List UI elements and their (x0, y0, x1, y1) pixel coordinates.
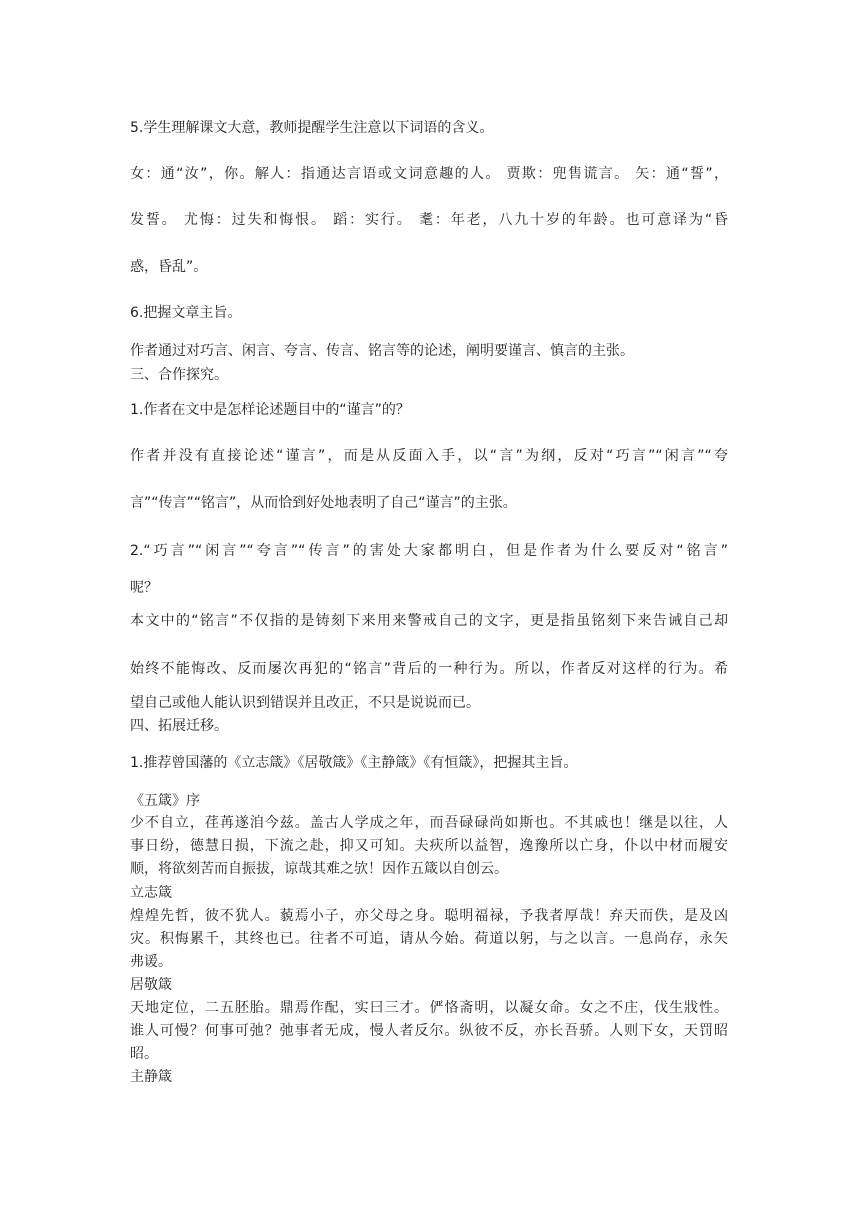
text-line: 少不自立，荏苒遂洎今兹。盖古人学成之年，而吾碌碌尚如斯也。不其戚也！继是以往，人 (130, 815, 728, 831)
text-line: 灾。积悔累千，其终也已。往者不可追，请从今始。荷道以躬，与之以言。一息尚存，永矢 (130, 931, 728, 947)
text-line: 昭。 (130, 1046, 158, 1062)
text-line: 惑，昏乱”。 (130, 259, 208, 275)
text-line: 言”“传言”“铭言”，从而恰到好处地表明了自己“谨言”的主张。 (130, 495, 517, 511)
essay-title: 立志箴 (130, 885, 172, 901)
text-line: 事日纷，德慧日损，下流之赴，抑又可知。夫疢所以益智，逸豫所以亡身，仆以中材而履安 (130, 838, 728, 854)
text-line: 发誓。 尤悔：过失和悔恨。 蹈：实行。 耄：年老，八九十岁的年龄。也可意译为“昏 (130, 212, 728, 228)
text-line: 谁人可慢？何事可弛？弛事者无成，慢人者反尔。纵彼不反，亦长吾骄。人则下女，天罚昭 (130, 1023, 728, 1039)
section-heading: 四、拓展迁移。 (130, 718, 228, 734)
text-line: 女：通“汝”，你。解人：指通达言语或文词意趣的人。 贾欺：兜售谎言。 矢：通“誓”， (130, 166, 728, 182)
text-line: 呢？ (130, 580, 158, 596)
text-line: 作者并没有直接论述“谨言”，而是从反面入手，以“言”为纲，反对“巧言”“闲言”“夸 (130, 448, 728, 464)
essay-title: 《五箴》序 (130, 793, 200, 809)
text-line: 6.把握文章主旨。 (130, 305, 242, 321)
text-line: 作者通过对巧言、闲言、夸言、传言、铭言等的论述，阐明要谨言、慎言的主张。 (130, 343, 634, 359)
text-line: 顺，将欲刻苦而自振拔，谅哉其难之欤！因作五箴以自创云。 (130, 861, 508, 877)
text-line: 天地定位，二五胚胎。鼎焉作配，实曰三才。俨恪斋明，以凝女命。女之不庄，伐生戕性。 (130, 1000, 728, 1016)
text-line: 望自己或他人能认识到错误并且改正，不只是说说而已。 (130, 695, 480, 711)
text-line: 始终不能悔改、反而屡次再犯的“铭言”背后的一种行为。所以，作者反对这样的行为。希 (130, 661, 728, 677)
text-line: 弗谖。 (130, 954, 172, 970)
question-line: 2.“巧言”“闲言”“夸言”“传言”的害处大家都明白，但是作者为什么要反对“铭言” (130, 543, 728, 559)
section-heading: 三、合作探究。 (130, 367, 228, 383)
question-line: 1.推荐曾国藩的《立志箴》《居敬箴》《主静箴》《有恒箴》，把握其主旨。 (130, 755, 578, 771)
essay-title: 主静箴 (130, 1069, 172, 1085)
question-line: 1.作者在文中是怎样论述题目中的“谨言”的？ (130, 402, 410, 418)
text-line: 本文中的“铭言”不仅指的是铸刻下来用来警戒自己的文字，更是指虽铭刻下来告诫自己却 (130, 613, 728, 629)
essay-title: 居敬箴 (130, 977, 172, 993)
text-line: 5.学生理解课文大意，教师提醒学生注意以下词语的含义。 (130, 120, 494, 136)
text-line: 煌煌先哲，彼不犹人。藐焉小子，亦父母之身。聪明福禄，予我者厚哉！弃天而佚，是及凶 (130, 908, 728, 924)
